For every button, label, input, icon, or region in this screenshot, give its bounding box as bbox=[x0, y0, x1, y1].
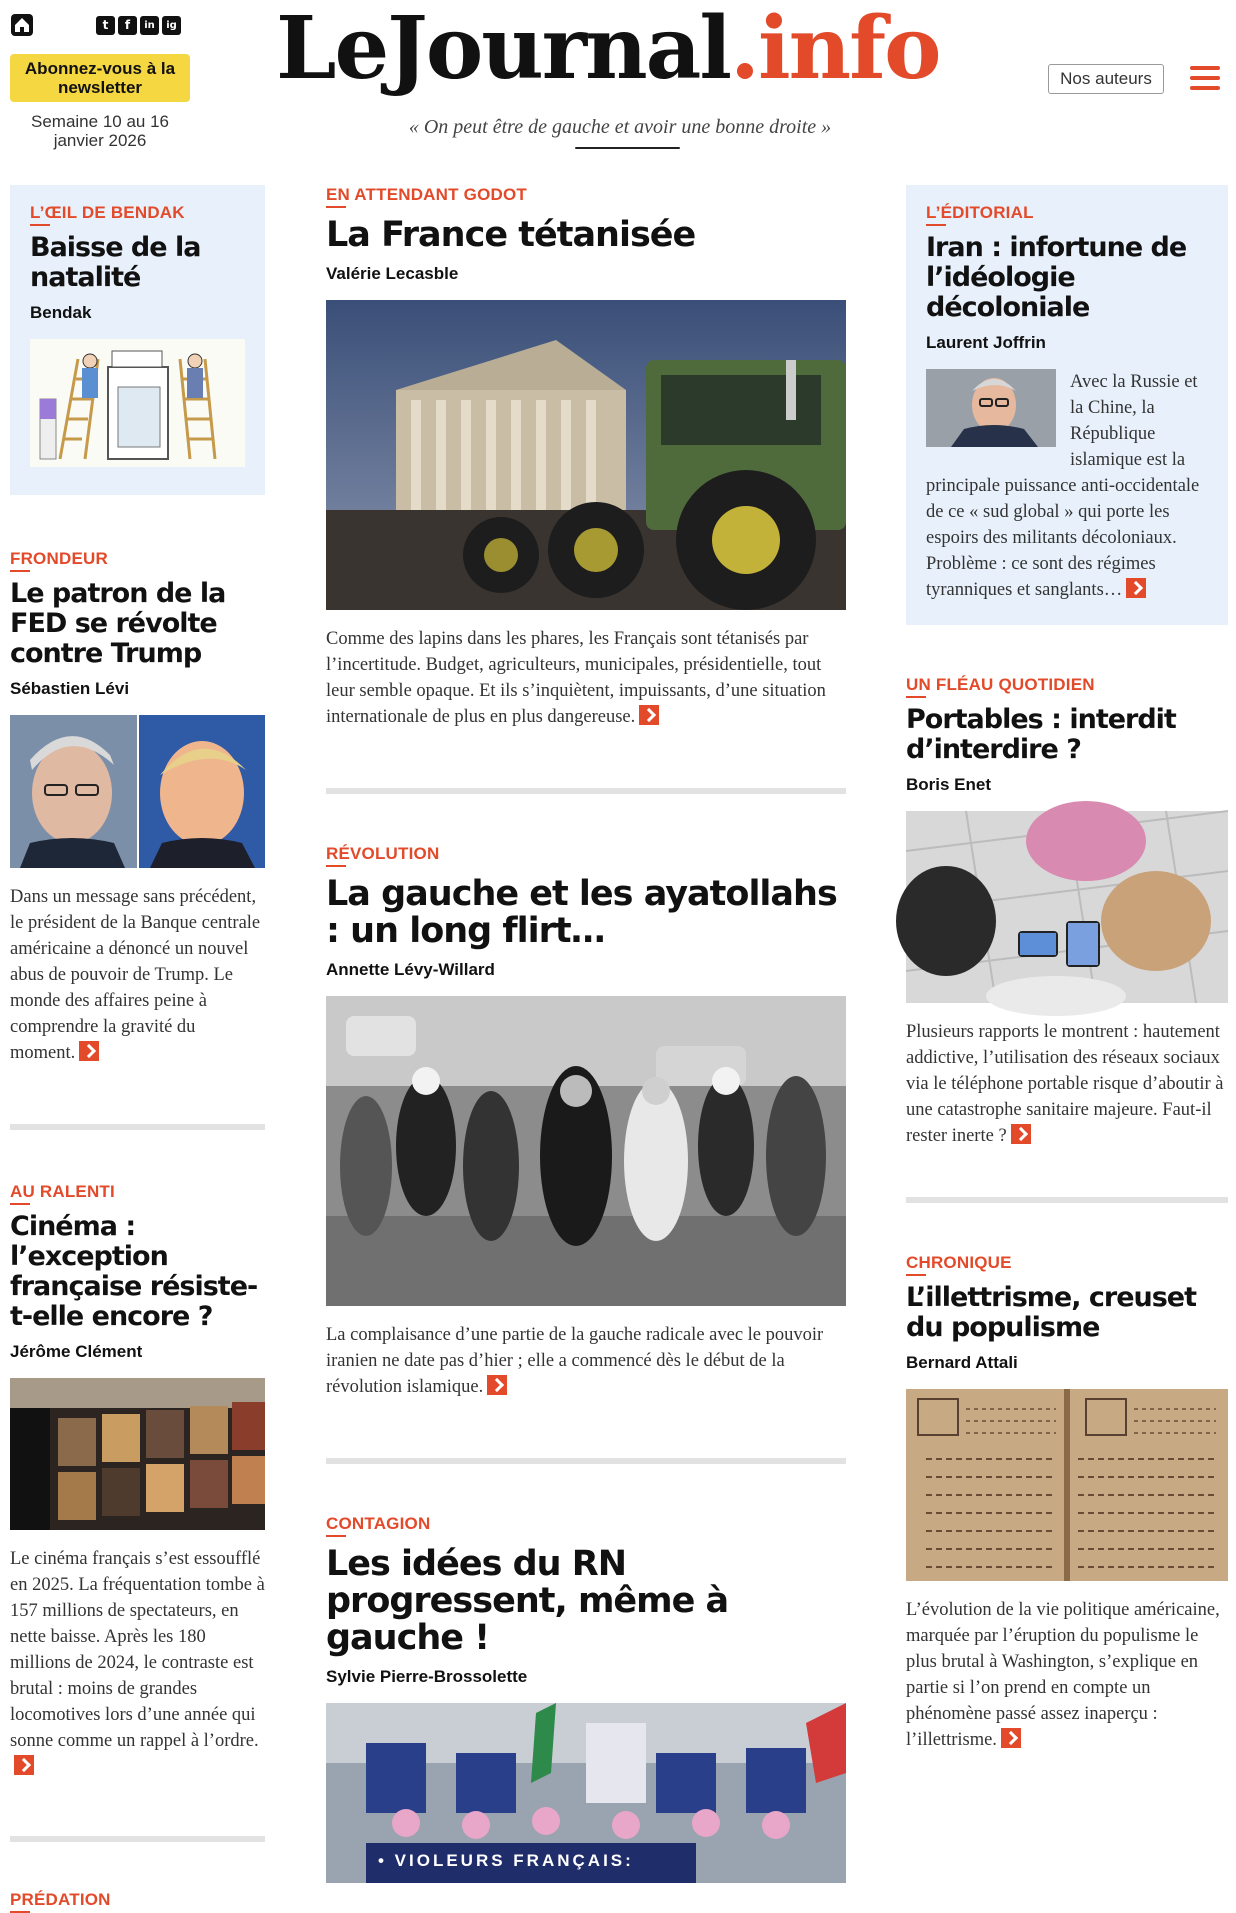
tagline: « On peut être de gauche et avoir une bonne droite » bbox=[408, 116, 832, 138]
home-icon[interactable] bbox=[10, 13, 34, 37]
article-kicker[interactable]: AU RALENTI bbox=[10, 1182, 115, 1201]
top-icons bbox=[10, 12, 200, 38]
article-title[interactable]: Les idées du RN progressent, même à gauche ! bbox=[326, 1544, 729, 1658]
read-more-arrow-icon[interactable] bbox=[14, 1755, 34, 1775]
authors-button[interactable]: Nos auteurs bbox=[1048, 64, 1164, 94]
site-logo[interactable] bbox=[276, 2, 966, 102]
article-author[interactable]: Annette Lévy-Willard bbox=[326, 960, 495, 979]
article-teaser: Le cinéma français s’est essoufflé en 2025. La fréquentation tombe à 157 millions de spectateurs, en nette baisse. Après les 180 millions de 2024, le contraste est brutal : moins de grandes locomotives lors d’une année qui sonne comme un rappel à l’ordre. bbox=[10, 1546, 265, 1780]
next-article[interactable] bbox=[10, 1890, 265, 1910]
cartoon-image[interactable] bbox=[30, 339, 245, 467]
right-column bbox=[906, 185, 1228, 1753]
france-article[interactable] bbox=[326, 185, 846, 730]
article-kicker[interactable]: FRONDEUR bbox=[10, 549, 108, 568]
article-title[interactable]: Le patron de la FED se révolte contre Trump bbox=[10, 578, 226, 669]
article-image[interactable] bbox=[326, 996, 846, 1306]
newsletter-button[interactable]: Abonnez-vous à la newsletter bbox=[10, 54, 190, 102]
facebook-icon[interactable]: f bbox=[118, 16, 137, 35]
middle-column bbox=[326, 185, 846, 1883]
read-more-arrow-icon[interactable] bbox=[1011, 1124, 1031, 1144]
menu-icon[interactable] bbox=[1190, 66, 1220, 90]
article-teaser: L’évolution de la vie politique américaine, marquée par l’éruption du populisme le plus brutal à Washington, s’explique en partie si l’on prend en compte un phénomène passé assez inaperçu : l’illettrisme. bbox=[906, 1600, 1220, 1750]
article-image[interactable] bbox=[906, 811, 1228, 1003]
article-title[interactable]: Cinéma : l’exception française résiste-t-elle encore ? bbox=[10, 1211, 258, 1332]
article-image[interactable] bbox=[10, 1378, 265, 1530]
separator bbox=[326, 1458, 846, 1464]
article-image[interactable] bbox=[326, 300, 846, 610]
editorial-card[interactable] bbox=[906, 185, 1228, 625]
separator bbox=[906, 1197, 1228, 1203]
article-author[interactable]: Laurent Joffrin bbox=[926, 333, 1046, 352]
logo-dot: . bbox=[730, 0, 758, 99]
article-kicker[interactable]: L’ŒIL DE BENDAK bbox=[30, 203, 185, 222]
separator bbox=[326, 788, 846, 794]
tagline-rule bbox=[575, 147, 680, 149]
article-author[interactable]: Sébastien Lévi bbox=[10, 679, 130, 698]
cinema-article[interactable] bbox=[10, 1182, 265, 1780]
read-more-arrow-icon[interactable] bbox=[1001, 1728, 1021, 1748]
separator bbox=[10, 1836, 265, 1842]
read-more-arrow-icon[interactable] bbox=[1126, 578, 1146, 598]
article-title[interactable]: Baisse de la natalité bbox=[30, 232, 201, 293]
article-kicker[interactable]: EN ATTENDANT GODOT bbox=[326, 185, 527, 204]
social-links bbox=[96, 16, 181, 35]
article-teaser: Dans un message sans précédent, le président de la Banque centrale américaine a dénoncé un nouvel abus de pouvoir de Trump. Le monde des affaires peine à comprendre la gravité du moment. bbox=[10, 887, 261, 1063]
read-more-arrow-icon[interactable] bbox=[639, 705, 659, 725]
article-kicker[interactable]: UN FLÉAU QUOTIDIEN bbox=[906, 675, 1095, 694]
author-photo[interactable] bbox=[926, 369, 1056, 447]
article-image[interactable] bbox=[906, 1389, 1228, 1581]
article-author[interactable]: Jérôme Clément bbox=[10, 1342, 143, 1361]
separator bbox=[10, 1124, 265, 1130]
article-author[interactable]: Bendak bbox=[30, 303, 92, 322]
article-author[interactable]: Sylvie Pierre-Brossolette bbox=[326, 1667, 528, 1686]
article-image[interactable] bbox=[326, 1703, 846, 1883]
article-kicker[interactable]: CHRONIQUE bbox=[906, 1253, 1012, 1272]
article-kicker[interactable]: CONTAGION bbox=[326, 1514, 431, 1533]
header-left bbox=[10, 12, 200, 150]
banner-text: • VIOLEURS FRANÇAIS: bbox=[378, 1851, 634, 1870]
article-teaser: Avec la Russie et la Chine, la République islamique est la principale puissance anti-occidentale de ce « sud global » qui porte les espoirs des militants décoloniaux. Problème : ce sont des régimes tyranniques et sanglants… bbox=[926, 369, 1208, 603]
article-teaser: La complaisance d’une partie de la gauche radicale avec le pouvoir iranien ne date pas d’hier ; elle a commencé dès le début de la révolution islamique. bbox=[326, 1325, 824, 1397]
instagram-icon[interactable]: ig bbox=[162, 16, 181, 35]
illettrisme-article[interactable] bbox=[906, 1253, 1228, 1753]
left-column bbox=[10, 185, 265, 1910]
read-more-arrow-icon[interactable] bbox=[79, 1041, 99, 1061]
portables-article[interactable] bbox=[906, 675, 1228, 1149]
article-title[interactable]: L’illettrisme, creuset du populisme bbox=[906, 1282, 1197, 1343]
article-image[interactable] bbox=[10, 715, 265, 868]
bendak-card[interactable] bbox=[10, 185, 265, 495]
article-title[interactable]: Portables : interdit d’interdire ? bbox=[906, 704, 1176, 765]
article-kicker[interactable]: RÉVOLUTION bbox=[326, 844, 440, 863]
logo-main: LeJournal bbox=[276, 0, 730, 99]
article-title[interactable]: La gauche et les ayatollahs : un long flirt… bbox=[326, 874, 837, 951]
logo-suffix: info bbox=[757, 0, 940, 99]
article-author[interactable]: Bernard Attali bbox=[906, 1353, 1018, 1372]
fed-article[interactable] bbox=[10, 549, 265, 1066]
article-author[interactable]: Valérie Lecasble bbox=[326, 264, 459, 283]
week-label: Semaine 10 au 16 janvier 2026 bbox=[31, 112, 169, 150]
site-header bbox=[0, 0, 1236, 170]
article-kicker[interactable]: L’ÉDITORIAL bbox=[926, 203, 1034, 222]
article-title[interactable]: La France tétanisée bbox=[326, 215, 696, 255]
rn-article[interactable] bbox=[326, 1514, 846, 1883]
read-more-arrow-icon[interactable] bbox=[487, 1375, 507, 1395]
article-author[interactable]: Boris Enet bbox=[906, 775, 992, 794]
ayatollahs-article[interactable] bbox=[326, 844, 846, 1400]
article-teaser: Comme des lapins dans les phares, les Français sont tétanisés par l’incertitude. Budget, agriculteurs, municipales, présidentielle, tout leur semble opaque. Et ils s’inquiètent, impuissants, d’une situation internationale de plus en plus dangereuse. bbox=[326, 629, 826, 727]
twitter-icon[interactable]: t bbox=[96, 16, 115, 35]
article-teaser: Plusieurs rapports le montrent : hautement addictive, l’utilisation des réseaux sociaux via le téléphone portable risque d’aboutir à une catastrophe sanitaire majeure. Faut-il rester inerte ? bbox=[906, 1022, 1224, 1146]
linkedin-icon[interactable]: in bbox=[140, 16, 159, 35]
article-kicker[interactable]: PRÉDATION bbox=[10, 1890, 111, 1909]
article-title[interactable]: Iran : infortune de l’idéologie décoloniale bbox=[926, 232, 1187, 323]
